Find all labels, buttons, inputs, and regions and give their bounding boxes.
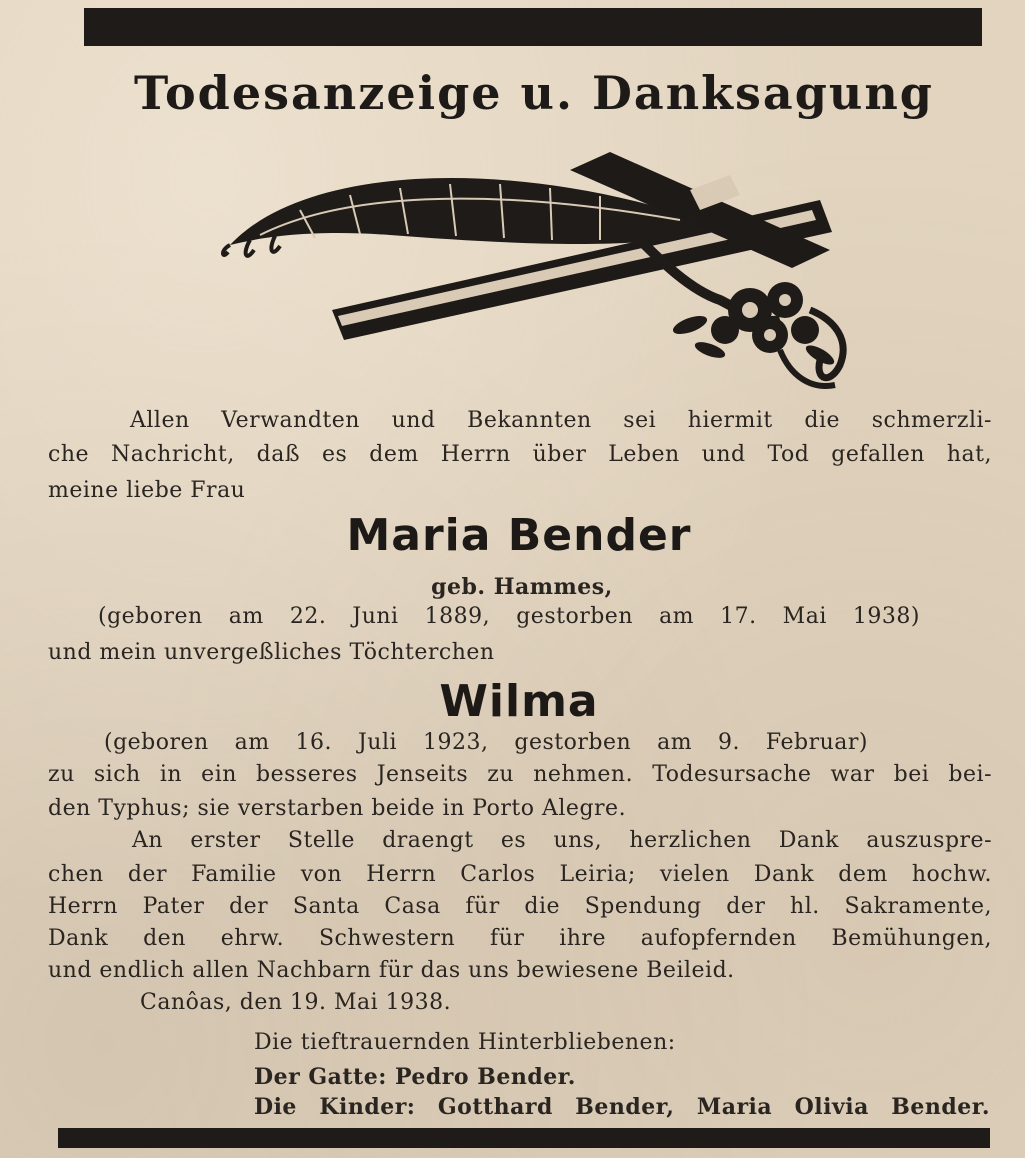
mourners-spouse: Der Gatte: Pedro Bender. <box>254 1064 576 1090</box>
mourners-children: Die Kinder: Gotthard Bender, Maria Olivia Bender. <box>254 1094 990 1120</box>
connector-line: und mein unvergeßliches Töchterchen <box>48 640 495 665</box>
intro-line-3: meine liebe Frau <box>48 478 246 503</box>
mourners-intro: Die tieftrauernden Hinterbliebenen: <box>254 1030 676 1055</box>
thanks-line-1: An erster Stelle draengt es uns, herzlichen Dank auszuspre- <box>132 828 992 853</box>
place-date: Canôas, den 19. Mai 1938. <box>140 990 452 1015</box>
cross-with-palm-frond-icon <box>220 150 860 400</box>
bottom-border-rule <box>58 1128 990 1148</box>
intro-line-2: che Nachricht, daß es dem Herrn über Leben und Tod gefallen hat, <box>48 442 992 467</box>
cause-line-1: zu sich in ein besseres Jenseits zu nehmen. Todesursache war bei bei- <box>48 762 992 787</box>
top-border-rule <box>84 8 982 46</box>
intro-line-1: Allen Verwandten und Bekannten sei hiermit die schmerzli- <box>130 408 992 433</box>
deceased-dates-wilma: (geboren am 16. Juli 1923, gestorben am 9. Februar) <box>104 730 868 755</box>
cause-line-2: den Typhus; sie verstarben beide in Porto Alegre. <box>48 796 627 821</box>
deceased-dates-maria: (geboren am 22. Juni 1889, gestorben am 17. Mai 1938) <box>98 604 920 629</box>
thanks-line-5: und endlich allen Nachbarn für das uns bewiesene Beileid. <box>48 958 735 983</box>
deceased-name-wilma: Wilma <box>439 676 599 727</box>
deceased-maiden-name: geb. Hammes, <box>431 574 613 600</box>
thanks-line-3: Herrn Pater der Santa Casa für die Spendung der hl. Sakramente, <box>48 894 992 919</box>
thanks-line-4: Dank den ehrw. Schwestern für ihre aufopfernden Bemühungen, <box>48 926 992 951</box>
deceased-name-maria: Maria Bender <box>346 510 692 561</box>
notice-heading: Todesanzeige u. Danksagung <box>134 66 934 120</box>
thanks-line-2: chen der Familie von Herrn Carlos Leiria; vielen Dank dem hochw. <box>48 862 992 887</box>
